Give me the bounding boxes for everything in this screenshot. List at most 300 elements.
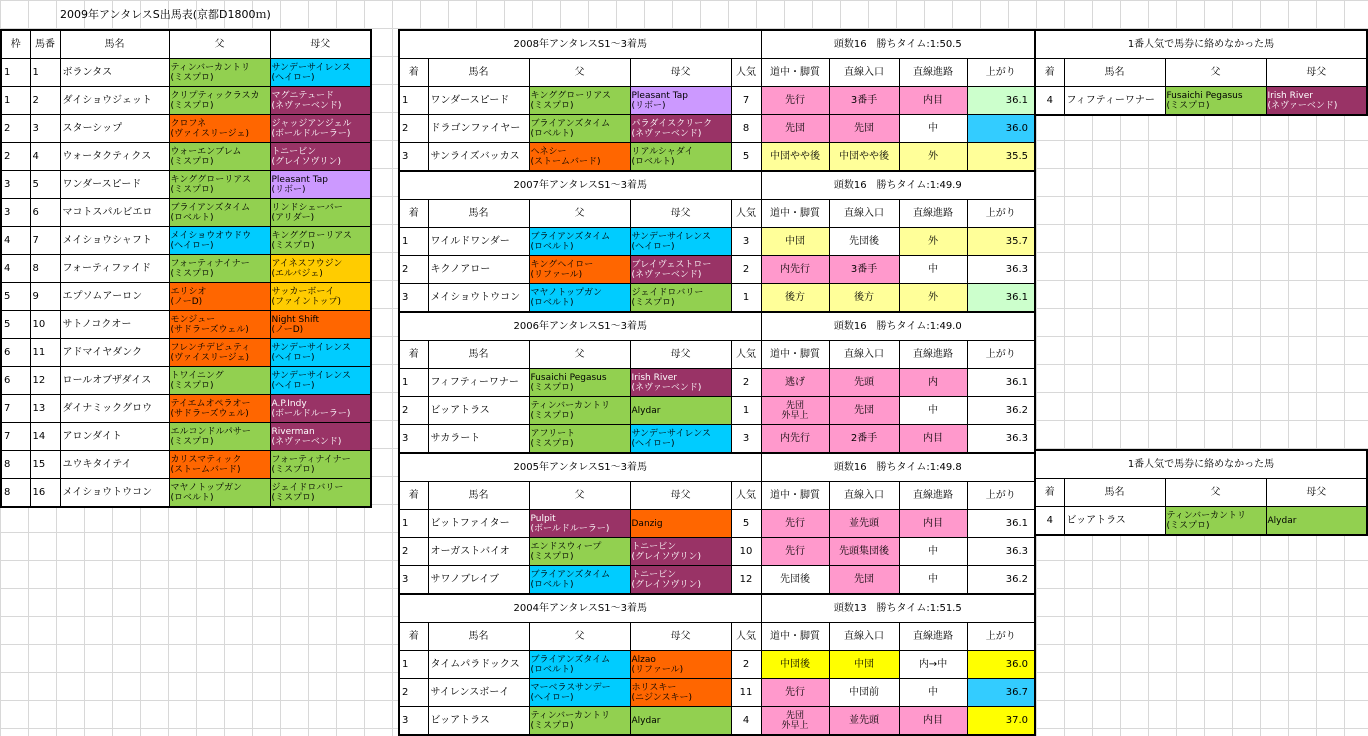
pedigree-line: ティンバーカントリ (170, 62, 250, 73)
stretch-entry: 中団 (829, 651, 899, 679)
pedigree-line: エリシオ (170, 286, 207, 297)
umaban-cell: 3 (30, 115, 60, 143)
horse-name-cell: ビッアトラス (428, 397, 529, 425)
pedigree-line: トワイニング (170, 370, 224, 381)
entry-row (1, 171, 371, 199)
stretch-entry: 並先頭 (829, 707, 899, 736)
fav-header: 母父 (1266, 479, 1367, 507)
pedigree-line: ホリスキー (631, 682, 677, 693)
pedigree-line: (ボールドルーラー) (271, 408, 351, 419)
result-row (399, 538, 1035, 566)
pedigree-line: (ネヴァーベンド) (1267, 100, 1338, 111)
pedigree-line: ブライアンズタイム (530, 569, 611, 580)
pedigree-line: (ヘイロー) (631, 438, 675, 449)
pedigree-line: エンドスウィープ (530, 541, 602, 552)
pedigree-line: (ミスプロ) (530, 382, 574, 393)
pedigree-line: (ヴァイスリージェ) (170, 352, 249, 363)
horse-name-cell: アロンダイト (60, 423, 169, 451)
entry-row (1, 227, 371, 255)
umaban-cell: 5 (30, 171, 60, 199)
sire-cell (1165, 507, 1266, 536)
finish-pos: 1 (399, 228, 428, 256)
pedigree-line: (ミスプロ) (170, 268, 214, 279)
results-block (398, 29, 1036, 736)
horse-name-cell: サイレンスボーイ (428, 679, 529, 707)
pedigree-line: (ロベルト) (530, 579, 574, 590)
last-3f: 36.2 (967, 566, 1035, 595)
waku-cell: 8 (1, 451, 30, 479)
pedigree-line: (リボー) (631, 100, 666, 111)
pedigree-line: キンググローリアス (271, 230, 352, 241)
finish-pos: 3 (399, 143, 428, 172)
stretch-path: 内目 (899, 707, 967, 736)
fav-title-row (1035, 30, 1367, 59)
last-3f: 35.5 (967, 143, 1035, 172)
result-header-row (399, 200, 1035, 228)
stretch-path: 内目 (899, 87, 967, 115)
finish-pos: 4 (1035, 507, 1064, 536)
waku-cell: 8 (1, 479, 30, 508)
finish-pos: 1 (399, 369, 428, 397)
horse-name-cell: ワイルドワンダー (428, 228, 529, 256)
entry-row (1, 423, 371, 451)
fav-header: 父 (1165, 59, 1266, 87)
last-3f: 36.0 (967, 115, 1035, 143)
waku-cell: 3 (1, 199, 30, 227)
cell-line: 先団 (786, 710, 805, 721)
dam-sire-cell (270, 395, 371, 423)
sire-cell (529, 87, 630, 115)
pedigree-line: (ミスプロ) (631, 297, 675, 308)
pedigree-line: (ミスプロ) (170, 436, 214, 447)
waku-cell: 5 (1, 283, 30, 311)
result-header: 着 (399, 623, 428, 651)
horse-name-cell: オーガストバイオ (428, 538, 529, 566)
pedigree-line: メイショウオウドウ (170, 230, 252, 241)
pedigree-line: Night Shift (271, 314, 319, 325)
pedigree-line: (サドラーズウェル) (170, 324, 249, 335)
sire-cell (529, 256, 630, 284)
header-dam-sire: 母父 (270, 30, 371, 59)
year-title: 2006年アンタレスS1～3着馬 (399, 312, 761, 341)
horse-name-cell: ボランタス (60, 59, 169, 87)
dam-sire-cell (630, 510, 731, 538)
pedigree-line: モンジュー (170, 314, 216, 325)
sire-cell (169, 367, 270, 395)
pedigree-line: トニービン (631, 541, 677, 552)
last-3f: 36.3 (967, 538, 1035, 566)
last-3f: 36.3 (967, 256, 1035, 284)
running-style: 中団 (761, 228, 829, 256)
umaban-cell: 8 (30, 255, 60, 283)
horse-name-cell: メイショウトウコン (60, 479, 169, 508)
sire-cell (529, 369, 630, 397)
result-header: 直線進路 (899, 623, 967, 651)
fav-header: 着 (1035, 59, 1064, 87)
fav-header: 母父 (1266, 59, 1367, 87)
pedigree-line: サンデーサイレンス (271, 370, 351, 381)
fav-header: 父 (1165, 479, 1266, 507)
pedigree-line: (ボールドルーラー) (271, 128, 351, 139)
year-title-row (399, 312, 1035, 341)
result-header: 道中・脚質 (761, 200, 829, 228)
waku-cell: 5 (1, 311, 30, 339)
entry-row (1, 339, 371, 367)
entry-row (1, 59, 371, 87)
popularity: 3 (731, 228, 761, 256)
running-style: 内先行 (761, 256, 829, 284)
pedigree-line: ティンバーカントリ (1166, 510, 1246, 521)
entry-row (1, 87, 371, 115)
stretch-entry: 先頭集団後 (829, 538, 899, 566)
sire-cell (529, 397, 630, 425)
dam-sire-cell (270, 115, 371, 143)
entry-row (1, 115, 371, 143)
pedigree-line: (ミスプロ) (530, 438, 574, 449)
last-3f: 36.1 (967, 284, 1035, 313)
result-row (399, 143, 1035, 172)
pedigree-line: ジェイドロバリー (271, 482, 344, 493)
sire-cell (169, 199, 270, 227)
stretch-path: 内→中 (899, 651, 967, 679)
pedigree-line: (ヘイロー) (271, 72, 315, 83)
pedigree-line: クロフネ (170, 118, 207, 129)
dam-sire-cell (630, 538, 731, 566)
pedigree-line: (ヘイロー) (530, 692, 574, 703)
pedigree-line: (ネヴァーベンド) (271, 100, 342, 111)
pedigree-line: マグニテュード (271, 90, 335, 101)
umaban-cell: 7 (30, 227, 60, 255)
horse-name-cell: サカラート (428, 425, 529, 454)
waku-cell: 3 (1, 171, 30, 199)
pedigree-line: アフリート (530, 428, 576, 439)
cell-line: 先団 (786, 400, 805, 411)
header-horse-name: 馬名 (60, 30, 169, 59)
result-header: 人気 (731, 200, 761, 228)
running-style: 先行 (761, 87, 829, 115)
pedigree-line: (ロベルト) (170, 212, 214, 223)
entry-row (1, 395, 371, 423)
fav-header: 馬名 (1064, 59, 1165, 87)
result-header: 直線入口 (829, 623, 899, 651)
running-style: 先行 (761, 510, 829, 538)
horse-name-cell: ビッアトラス (1064, 507, 1165, 536)
pedigree-line: ウォーエンブレム (170, 146, 242, 157)
pedigree-line: A.P.Indy (271, 398, 307, 409)
fav-block-1 (1034, 29, 1368, 116)
dam-sire-cell (270, 283, 371, 311)
pedigree-line: (ノーD) (170, 296, 203, 307)
running-style: 逃げ (761, 369, 829, 397)
dam-sire-cell (630, 143, 731, 172)
popularity: 1 (731, 284, 761, 313)
pedigree-line: カリスマティック (170, 454, 242, 465)
waku-cell: 6 (1, 367, 30, 395)
popularity: 7 (731, 87, 761, 115)
popularity: 4 (731, 707, 761, 736)
pedigree-line: (エルバジェ) (271, 268, 323, 279)
fav-title: 1番人気で馬券に絡めなかった馬 (1035, 450, 1367, 479)
stretch-path: 内目 (899, 510, 967, 538)
fav-row (1035, 507, 1367, 536)
result-row (399, 397, 1035, 425)
umaban-cell: 11 (30, 339, 60, 367)
fav-block-2 (1034, 449, 1368, 536)
stretch-path: 外 (899, 284, 967, 313)
pedigree-line: ブライアンズタイム (530, 654, 611, 665)
entry-table (0, 29, 372, 508)
horse-name-cell: ユウキタイテイ (60, 451, 169, 479)
entry-row (1, 367, 371, 395)
dam-sire-cell (630, 707, 731, 736)
pedigree-line: (ミスプロ) (170, 72, 214, 83)
result-header: 着 (399, 200, 428, 228)
fav-title-row (1035, 450, 1367, 479)
dam-sire-cell (270, 143, 371, 171)
dam-sire-cell (270, 255, 371, 283)
result-header-row (399, 59, 1035, 87)
result-row (399, 256, 1035, 284)
race-summary: 頭数13 勝ちタイム:1:51.5 (761, 594, 1035, 623)
waku-cell: 2 (1, 115, 30, 143)
running-style: 先団後 (761, 566, 829, 595)
dam-sire-cell (270, 451, 371, 479)
race-summary: 頭数16 勝ちタイム:1:49.0 (761, 312, 1035, 341)
stretch-entry: 並先頭 (829, 510, 899, 538)
year-title: 2005年アンタレスS1～3着馬 (399, 453, 761, 482)
last-3f: 35.7 (967, 228, 1035, 256)
waku-cell: 4 (1, 227, 30, 255)
waku-cell: 7 (1, 395, 30, 423)
running-style: 後方 (761, 284, 829, 313)
result-header: 着 (399, 59, 428, 87)
last-3f: 36.3 (967, 425, 1035, 454)
result-row (399, 651, 1035, 679)
pedigree-line: (リファール) (631, 664, 684, 675)
pedigree-line: (グレイソヴリン) (631, 551, 702, 562)
fav-table (1034, 449, 1368, 536)
dam-sire-cell (270, 311, 371, 339)
pedigree-line: サンデーサイレンス (271, 342, 351, 353)
popularity: 1 (731, 397, 761, 425)
result-header: 直線入口 (829, 59, 899, 87)
fav-table (1034, 29, 1368, 116)
dam-sire-cell (270, 199, 371, 227)
result-row (399, 369, 1035, 397)
result-header: 直線進路 (899, 59, 967, 87)
stretch-entry: 先頭 (829, 369, 899, 397)
stretch-path: 外 (899, 143, 967, 172)
pedigree-line: (ヘイロー) (271, 380, 315, 391)
pedigree-line: ジャッジアンジェル (271, 118, 352, 129)
pedigree-line: リンドシェーバー (271, 202, 343, 213)
stretch-path: 中 (899, 256, 967, 284)
pedigree-line: (ミスプロ) (530, 100, 574, 111)
pedigree-line: (アリダー) (271, 212, 315, 223)
result-row (399, 284, 1035, 313)
stretch-path: 中 (899, 538, 967, 566)
popularity: 5 (731, 510, 761, 538)
result-header: 直線入口 (829, 341, 899, 369)
entry-row (1, 311, 371, 339)
sire-cell (169, 115, 270, 143)
year-title: 2004年アンタレスS1～3着馬 (399, 594, 761, 623)
last-3f: 36.7 (967, 679, 1035, 707)
page-title: 2009年アンタレスS出馬表(京都D1800ｍ) (60, 8, 271, 21)
pedigree-line: (ロベルト) (530, 128, 574, 139)
result-header: 直線進路 (899, 200, 967, 228)
sire-cell (169, 451, 270, 479)
dam-sire-cell (630, 566, 731, 595)
pedigree-line: (ヴァイスリージェ) (170, 128, 249, 139)
horse-name-cell: キクノアロー (428, 256, 529, 284)
last-3f: 36.2 (967, 397, 1035, 425)
dam-sire-cell (630, 228, 731, 256)
sire-cell (169, 227, 270, 255)
sire-cell (529, 651, 630, 679)
sire-cell (529, 510, 630, 538)
pedigree-line: (ミスプロ) (1166, 100, 1210, 111)
race-summary: 頭数16 勝ちタイム:1:49.8 (761, 453, 1035, 482)
pedigree-line: ブライアンズタイム (530, 231, 611, 242)
pedigree-line: Alydar (631, 405, 661, 416)
stretch-entry: 3番手 (829, 256, 899, 284)
sire-cell (529, 228, 630, 256)
popularity: 2 (731, 369, 761, 397)
finish-pos: 1 (399, 510, 428, 538)
horse-name-cell: ウォータクティクス (60, 143, 169, 171)
pedigree-line: Alydar (631, 715, 661, 726)
pedigree-line: (ストームバード) (530, 156, 601, 167)
result-header: 父 (529, 482, 630, 510)
entry-row (1, 283, 371, 311)
dam-sire-cell (270, 87, 371, 115)
fav-title: 1番人気で馬券に絡めなかった馬 (1035, 30, 1367, 59)
pedigree-line: Danzig (631, 518, 663, 529)
pedigree-line: (ヘイロー) (631, 241, 675, 252)
dam-sire-cell (270, 59, 371, 87)
result-header: 母父 (630, 482, 731, 510)
dam-sire-cell (630, 651, 731, 679)
pedigree-line: テイエムオペラオー (170, 398, 251, 409)
running-style (761, 707, 829, 736)
pedigree-line: (ノーD) (271, 324, 304, 335)
pedigree-line: (リファール) (530, 269, 583, 280)
last-3f: 36.1 (967, 87, 1035, 115)
result-header: 父 (529, 341, 630, 369)
results-table (398, 29, 1036, 736)
waku-cell: 6 (1, 339, 30, 367)
pedigree-line: Pulpit (530, 513, 556, 524)
entry-row (1, 451, 371, 479)
horse-name-cell: ロールオブザダイス (60, 367, 169, 395)
stretch-entry: 先団 (829, 115, 899, 143)
header-waku: 枠 (1, 30, 30, 59)
sire-cell (169, 423, 270, 451)
sire-cell (1165, 87, 1266, 116)
result-header: 馬名 (428, 341, 529, 369)
last-3f: 36.0 (967, 651, 1035, 679)
waku-cell: 1 (1, 59, 30, 87)
result-header: 父 (529, 623, 630, 651)
finish-pos: 3 (399, 707, 428, 736)
pedigree-line: ジェイドロバリー (631, 287, 704, 298)
result-header: 父 (529, 59, 630, 87)
sire-cell (529, 679, 630, 707)
waku-cell: 1 (1, 87, 30, 115)
result-header: 父 (529, 200, 630, 228)
horse-name-cell: ワンダースピード (60, 171, 169, 199)
dam-sire-cell (270, 171, 371, 199)
sire-cell (169, 143, 270, 171)
entry-header-row (1, 30, 371, 59)
dam-sire-cell (630, 87, 731, 115)
stretch-entry: 先団 (829, 397, 899, 425)
pedigree-line: Alzao (631, 654, 656, 665)
fav-row (1035, 87, 1367, 116)
pedigree-line: (ボールドルーラー) (530, 523, 610, 534)
entry-row (1, 255, 371, 283)
sire-cell (169, 311, 270, 339)
result-header: 上がり (967, 341, 1035, 369)
popularity: 5 (731, 143, 761, 172)
horse-name-cell: サンライズバッカス (428, 143, 529, 172)
result-header: 直線進路 (899, 341, 967, 369)
result-header: 直線入口 (829, 200, 899, 228)
pedigree-line: (ミスプロ) (271, 240, 315, 251)
umaban-cell: 2 (30, 87, 60, 115)
race-summary: 頭数16 勝ちタイム:1:50.5 (761, 30, 1035, 59)
pedigree-line: (ロベルト) (170, 492, 214, 503)
pedigree-line: サッカーボーイ (271, 286, 335, 297)
pedigree-line: (ロベルト) (530, 297, 574, 308)
last-3f: 36.1 (967, 510, 1035, 538)
pedigree-line: マーベラスサンデー (530, 682, 611, 693)
result-row (399, 510, 1035, 538)
entry-row (1, 479, 371, 508)
pedigree-line: (ネヴァーベンド) (631, 128, 702, 139)
cell-line: 外早上 (781, 720, 809, 731)
horse-name-cell: アドマイヤダンク (60, 339, 169, 367)
pedigree-line: (ミスプロ) (170, 156, 214, 167)
result-row (399, 115, 1035, 143)
result-header: 人気 (731, 482, 761, 510)
entry-row (1, 199, 371, 227)
year-title-row (399, 594, 1035, 623)
result-header: 道中・脚質 (761, 59, 829, 87)
pedigree-line: ヘネシー (530, 146, 567, 157)
pedigree-line: トニービン (631, 569, 677, 580)
pedigree-line: Riverman (271, 426, 315, 437)
popularity: 8 (731, 115, 761, 143)
pedigree-line: (ロベルト) (530, 664, 574, 675)
pedigree-line: マヤノトップガン (530, 287, 602, 298)
result-header: 母父 (630, 341, 731, 369)
pedigree-line: (グレイソヴリン) (271, 156, 342, 167)
result-header: 道中・脚質 (761, 482, 829, 510)
pedigree-line: サンデーサイレンス (631, 428, 711, 439)
popularity: 12 (731, 566, 761, 595)
result-header: 道中・脚質 (761, 623, 829, 651)
result-header-row (399, 341, 1035, 369)
result-header: 着 (399, 341, 428, 369)
pedigree-line: ブライアンズタイム (170, 202, 251, 213)
pedigree-line: (ミスプロ) (1166, 520, 1210, 531)
fav-header-row (1035, 479, 1367, 507)
pedigree-line: フレンチデピュティ (170, 342, 251, 353)
sire-cell (169, 171, 270, 199)
stretch-entry: 後方 (829, 284, 899, 313)
